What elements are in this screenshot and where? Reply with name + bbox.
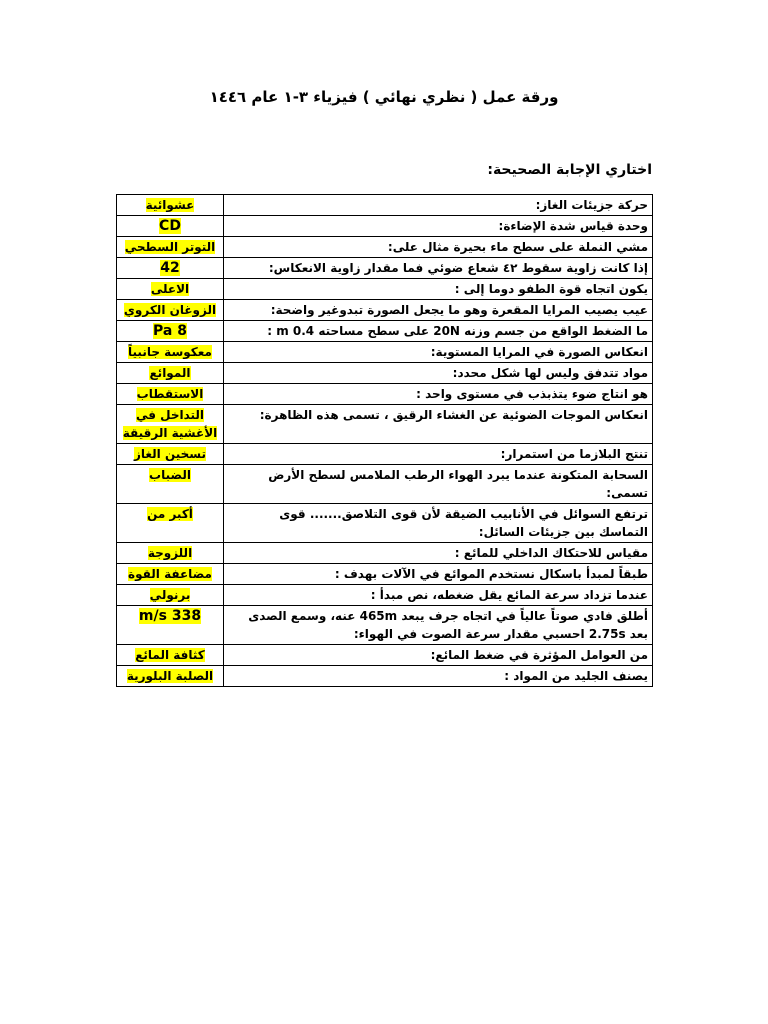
question-cell: هو انتاج ضوء يتذبذب في مستوى واحد : xyxy=(224,384,653,405)
question-cell: تنتج البلازما من استمرار: xyxy=(224,444,653,465)
table-row xyxy=(117,237,653,258)
page-title: ورقة عمل ( نظري نهائي ) فيزياء ٣-١ عام ١٤٤٦ xyxy=(209,88,559,106)
answer-cell xyxy=(117,300,224,321)
answer-cell xyxy=(117,342,224,363)
question-cell: مقياس للاحتكاك الداخلي للمائع : xyxy=(224,543,653,564)
answer-cell xyxy=(117,666,224,687)
answer-highlight: معكوسة جانبياً xyxy=(128,345,212,359)
table-row xyxy=(117,300,653,321)
answer-highlight: 338 m/s xyxy=(138,608,202,624)
table-row xyxy=(117,504,653,543)
question-cell: أطلق فادي صوتاً عالياً في اتجاه جرف يبعد 465m عنه، وسمع الصدى بعد 2.75s احسبي مقدار سرعة الصوت في الهواء: xyxy=(224,606,653,645)
answer-highlight: اللزوجة xyxy=(147,546,193,560)
answer-highlight: كثافة المائع xyxy=(135,648,205,662)
answer-cell xyxy=(117,564,224,585)
question-cell: حركة جزيئات الغاز: xyxy=(224,195,653,216)
answer-highlight: مضاعفة القوة xyxy=(128,567,212,581)
question-cell: عيب يصيب المرايا المقعرة وهو ما يجعل الصورة تبدوغير واضحة: xyxy=(224,300,653,321)
table-row xyxy=(117,444,653,465)
answers-table xyxy=(116,194,653,687)
answer-highlight: برنولي xyxy=(149,588,191,602)
question-cell: طبقاً لمبدأ باسكال نستخدم الموائع في الآلات بهدف : xyxy=(224,564,653,585)
answer-cell xyxy=(117,237,224,258)
answer-highlight: أكبر من xyxy=(147,507,193,521)
answer-highlight: التداخل في الأغشية الرقيقة xyxy=(122,408,218,440)
table-row xyxy=(117,645,653,666)
question-cell: يصنف الجليد من المواد : xyxy=(224,666,653,687)
answer-cell xyxy=(117,384,224,405)
table-row xyxy=(117,585,653,606)
answer-cell xyxy=(117,465,224,504)
question-cell: إذا كانت زاوية سقوط ٤٢ شعاع ضوئي فما مقدار زاوية الانعكاس: xyxy=(224,258,653,279)
answer-highlight: الضباب xyxy=(149,468,191,482)
answer-cell xyxy=(117,585,224,606)
table-row xyxy=(117,606,653,645)
question-cell: انعكاس الصورة في المرايا المستوية: xyxy=(224,342,653,363)
question-cell: السحابة المتكونة عندما يبرد الهواء الرطب الملامس لسطح الأرض تسمى: xyxy=(224,465,653,504)
question-cell: ترتفع السوائل في الأنابيب الضيقة لأن قوى التلاصق....... قوى التماسك بين جزيئات السائل: xyxy=(224,504,653,543)
answer-highlight: 42 xyxy=(160,260,180,276)
answer-cell xyxy=(117,321,224,342)
answer-highlight: الموائع xyxy=(149,366,191,380)
table-row xyxy=(117,543,653,564)
answer-highlight: الزوغان الكروي xyxy=(123,303,217,317)
answer-cell xyxy=(117,279,224,300)
table-row xyxy=(117,363,653,384)
question-cell: ما الضغط الواقع من جسم وزنه 20N على سطح مساحته 0.4 m : xyxy=(224,321,653,342)
table-row xyxy=(117,384,653,405)
question-cell: يكون اتجاه قوة الطفو دوما إلى : xyxy=(224,279,653,300)
table-row xyxy=(117,258,653,279)
answer-cell xyxy=(117,405,224,444)
table-row xyxy=(117,216,653,237)
table-row xyxy=(117,405,653,444)
table-row xyxy=(117,279,653,300)
answer-cell xyxy=(117,216,224,237)
table-row xyxy=(117,564,653,585)
answer-highlight: الصلبة البلورية xyxy=(126,669,214,683)
question-cell: وحدة قياس شدة الإضاءة: xyxy=(224,216,653,237)
table-row xyxy=(117,666,653,687)
answer-cell xyxy=(117,444,224,465)
answer-cell xyxy=(117,258,224,279)
answer-highlight: الاعلى xyxy=(150,282,190,296)
answer-cell xyxy=(117,543,224,564)
answer-highlight: CD xyxy=(159,218,181,234)
answer-cell xyxy=(117,645,224,666)
answer-cell xyxy=(117,606,224,645)
answer-highlight: الاستقطاب xyxy=(136,387,204,401)
table-row xyxy=(117,321,653,342)
question-cell: من العوامل المؤثرة في ضغط المائع: xyxy=(224,645,653,666)
answer-highlight: التوتر السطحي xyxy=(124,240,216,254)
table-row xyxy=(117,195,653,216)
answer-cell xyxy=(117,195,224,216)
table-row xyxy=(117,465,653,504)
answer-highlight: تسخين الغاز xyxy=(133,447,207,461)
question-cell: انعكاس الموجات الضوئية عن الغشاء الرقيق ، تسمى هذه الظاهرة: xyxy=(224,405,653,444)
question-cell: عندما تزداد سرعة المائع يقل ضغطه، نص مبدأ : xyxy=(224,585,653,606)
instruction-heading: اختاري الإجابة الصحيحة: xyxy=(487,162,652,178)
question-cell: مواد تتدفق وليس لها شكل محدد: xyxy=(224,363,653,384)
answer-cell xyxy=(117,363,224,384)
answer-cell xyxy=(117,504,224,543)
answer-highlight: 8 Pa xyxy=(153,323,187,339)
question-cell: مشي النملة على سطح ماء بحيرة مثال على: xyxy=(224,237,653,258)
answer-highlight: عشوائية xyxy=(145,198,195,212)
table-row xyxy=(117,342,653,363)
